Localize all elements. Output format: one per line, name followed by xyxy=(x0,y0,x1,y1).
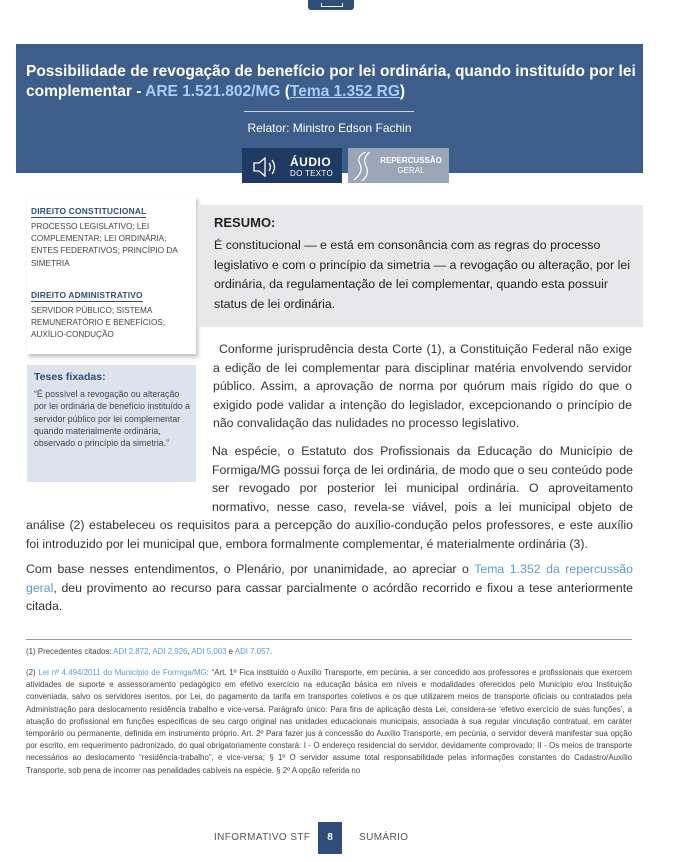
speaker-icon xyxy=(252,156,282,178)
title-text: Possibilidade de revogação de benefício por lei ordinária, quando instituído por lei complementar - xyxy=(26,63,636,100)
resumo-box xyxy=(197,205,643,327)
page-title xyxy=(26,62,636,102)
rep-label: REPERCUSSÃO xyxy=(380,156,442,165)
adi-link[interactable]: ADI 7.057 xyxy=(234,647,270,656)
adi-link[interactable]: ADI 2.872 xyxy=(113,647,149,656)
sumario-link[interactable]: SUMÁRIO xyxy=(359,832,409,843)
p3-start: Com base nesses entendimentos, o Plenário, por unanimidade, ao apreciar o xyxy=(26,562,475,576)
paragraph-1: Conforme jurisprudência desta Corte (1), a Constituição Federal não exige a edição de lei complementar para disciplinar matéria envolvendo servidor público. Assim, a aprovação de norma por quórum mais rígido do que o exigido pode validar a intenção do legislador, excepcionando o princípio de não convalidação das nulidades no processo legislativo. xyxy=(213,342,632,431)
divider xyxy=(244,111,414,112)
header-banner xyxy=(16,44,643,178)
resumo-title: RESUMO: xyxy=(214,215,276,230)
footnote-1 xyxy=(26,646,632,658)
paren-open: ( xyxy=(280,83,290,100)
case-link[interactable]: ARE 1.521.802/MG xyxy=(145,83,281,100)
relator-text: Relator: Ministro Edson Fachin xyxy=(247,121,412,135)
tema-repercussao-link[interactable]: Tema 1.352 da repercussão geral xyxy=(26,562,633,595)
fn1-separator: , xyxy=(148,647,153,656)
footnote-2 xyxy=(26,667,632,777)
top-tab-icon xyxy=(308,0,354,10)
repercussao-geral-button[interactable] xyxy=(348,148,449,183)
footer-title: INFORMATIVO STF xyxy=(214,832,311,843)
teses-text: “É possível a revogação ou alteração por lei ordinária de benefício instituído a servidor público por lei complementar quando materialmente ordinária, observado o princípio da simetria.” xyxy=(34,389,190,449)
resumo-text: É constitucional — e está em consonância com as regras do processo legislativo e com o princípio da simetria — a revogação ou alteração, por lei ordinária, da regulamentação de lei complementar, quando esta possuir status de lei ordinária. xyxy=(214,238,630,311)
fn1-end: . xyxy=(269,647,273,656)
paragraph-2-wrap xyxy=(26,442,633,554)
repercussao-icon xyxy=(352,150,378,182)
audio-button[interactable] xyxy=(242,148,342,183)
paragraph-2: Na espécie, o Estatuto dos Profissionais da Educação do Município de Formiga/MG possui força de lei ordinária, de modo que o seu conteúdo pode ser revogado por posterior lei municipal ordinária. O aproveitamento normativo, nesse caso, revela-se viável, pois a lei municipal objeto de análise (2) estabeleceu os requisitos para a percepção do auxílio-condução pelos professores, e este auxílio foi introduzido por lei municipal que, embora formalmente complementar, é materialmente ordinária (3). xyxy=(26,444,633,551)
rep-sub: GERAL xyxy=(397,166,425,175)
lei-link[interactable]: Lei nº 4.494/2011 do Município de Formiga/MG xyxy=(38,668,207,677)
fn1-prefix: (1) Precedentes citados: xyxy=(26,647,114,656)
p3-end: , deu provimento ao recurso para cassar parcialmente o acórdão recorrido e fixou a tese anteriormente citada. xyxy=(26,580,633,614)
fn2-text: : “Art. 1º Fica instituído o Auxílio Transporte, em pecúnia, a ser concedido aos professores e profissionais que exercem atividades de suporte e assessoramento pedagógico em efetivo exercício na educação básica em níveis e modalidades oferecidos pelo Município e/ou Instituição conveniada, salvo os servidores isentos, por Lei, do pagamento da tarifa em transportes coletivos e os que utilizarem meios de transporte oficiais ou contratados pela Administração para deslocamento residência trabalho e vice-versa. Parágrafo único: Para fins de aplicação desta Lei, considera-se ‘efetivo exercício de suas funções’, a atuação do profissional em funções específicas de seu cargo original nas unidades educacionais municipais, associada à sua regular vinculação contratual, em caráter temporário ou permanente, definida em instrumento próprio. Art. 2º Para fazer jus à concessão do Auxílio Transporte, em pecúnia, o servidor deverá manifestar sua opção por escrito, em requerimento padronizado, do qual obrigatoriamente constará: I - O endereço residencial do servidor, devidamente comprovado; II - Os meios de transporte necessários ao deslocamento “residência-trabalho”, e vice-versa; § 1º O servidor assume total responsabilidade pelas informações constantes do Cadastro/Auxílio Transporte, sob pena de incorrer nas penalidades cabíveis na espécie. § 2º A opção referida no xyxy=(26,668,632,775)
category-administrativo: DIREITO ADMINISTRATIVO xyxy=(31,290,143,300)
fn1-separator: , xyxy=(187,647,192,656)
fn2-prefix: (2) xyxy=(26,668,39,677)
adi-link[interactable]: ADI 2.926 xyxy=(152,647,188,656)
tema-link[interactable]: Tema 1.352 RG xyxy=(289,83,400,100)
paragraph-3 xyxy=(26,560,633,616)
category-administrativo-topics: SERVIDOR PÚBLICO; SISTEMA REMUNERATÓRIO E BENEFÍCIOS; AUXÍLIO-CONDUÇÃO xyxy=(31,306,166,340)
category-constitucional-topics: PROCESSO LEGISLATIVO; LEI COMPLEMENTAR; LEI ORDINÁRIA; ENTES FEDERATIVOS; PRINCÍPIO DA SIMETRIA xyxy=(31,222,178,268)
sidebar-categories xyxy=(27,196,196,354)
category-constitucional: DIREITO CONSTITUCIONAL xyxy=(31,206,147,216)
footnote-divider xyxy=(26,639,632,640)
paren-close: ) xyxy=(399,83,406,100)
audio-sub: DO TEXTO xyxy=(290,169,334,178)
fn1-and: e xyxy=(226,647,235,656)
page-number: 8 xyxy=(318,822,342,854)
teses-title: Teses fixadas: xyxy=(34,371,106,383)
adi-link[interactable]: ADI 5.003 xyxy=(191,647,227,656)
audio-label: ÁUDIO xyxy=(290,155,332,169)
float-spacer xyxy=(26,442,212,498)
